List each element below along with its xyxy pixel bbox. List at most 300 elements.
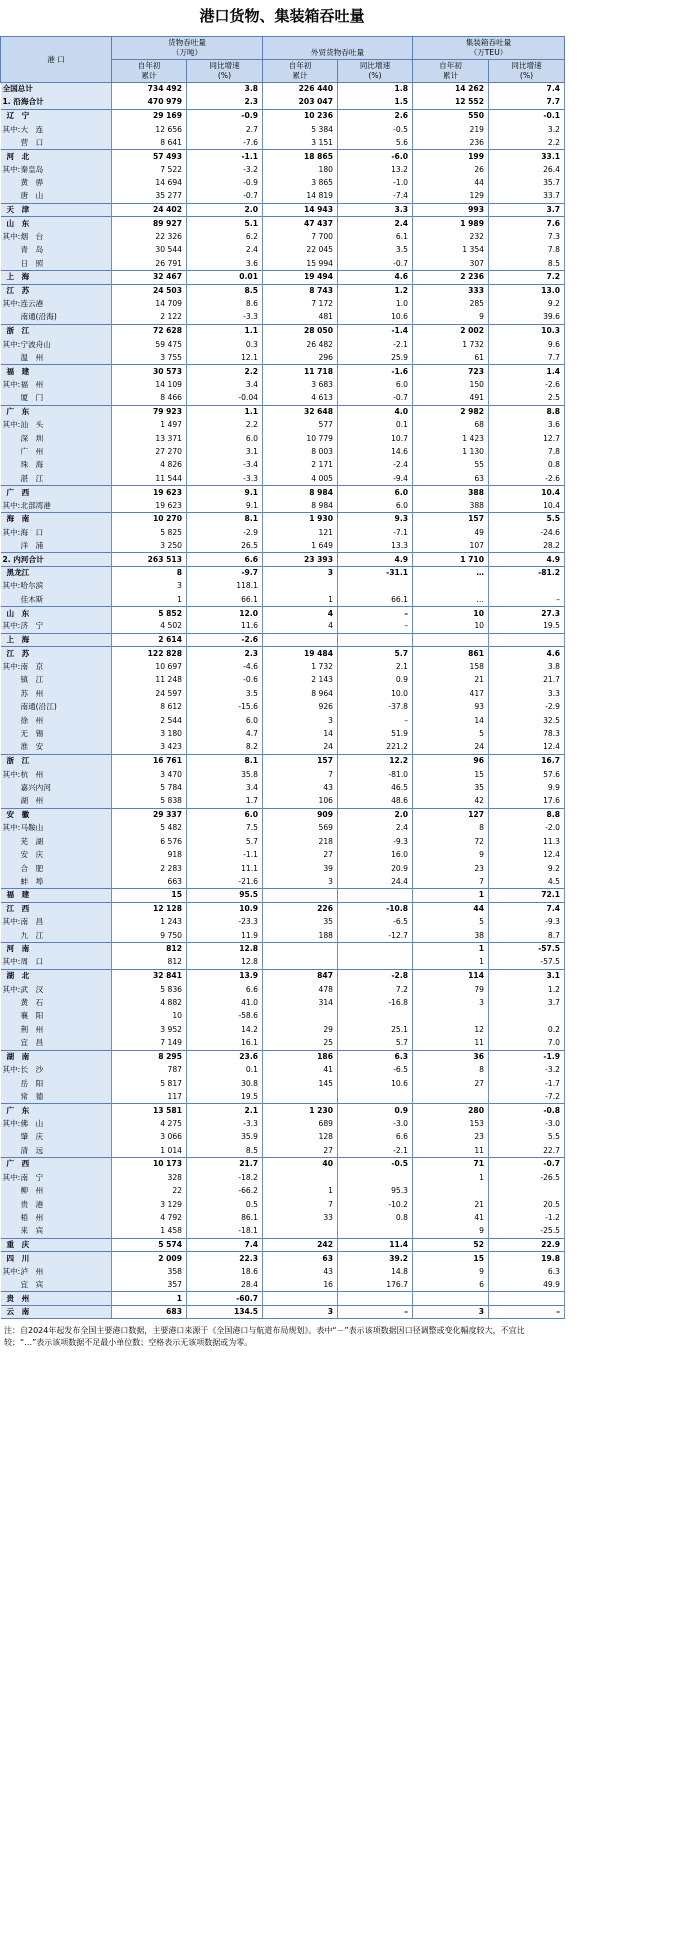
value-cell-a: 4 502 bbox=[112, 620, 187, 633]
value-cell-e: 107 bbox=[413, 539, 489, 552]
value-cell-a: 2 122 bbox=[112, 311, 187, 324]
port-name-cell bbox=[1, 177, 112, 190]
value-cell-d: – bbox=[338, 1305, 413, 1318]
subgroup-prefix: 其中: bbox=[2, 984, 21, 994]
value-cell-d: 6.3 bbox=[338, 1050, 413, 1063]
port-name-cell bbox=[1, 1265, 112, 1278]
port-name-cell bbox=[1, 526, 112, 539]
value-cell-b: 3.6 bbox=[187, 257, 263, 270]
value-cell-c: 27 bbox=[263, 848, 338, 861]
table-row bbox=[1, 298, 565, 311]
value-cell-a: 9 750 bbox=[112, 929, 187, 942]
value-cell-c: 3 865 bbox=[263, 177, 338, 190]
value-cell-d bbox=[338, 943, 413, 956]
table-row bbox=[1, 1305, 565, 1318]
value-cell-e: 491 bbox=[413, 392, 489, 405]
table-row bbox=[1, 1077, 565, 1090]
value-cell-e: 1 bbox=[413, 1171, 489, 1184]
value-cell-a: 1 243 bbox=[112, 916, 187, 929]
value-cell-f: -26.5 bbox=[489, 1171, 565, 1184]
value-cell-c bbox=[263, 1171, 338, 1184]
value-cell-d: -10.2 bbox=[338, 1198, 413, 1211]
value-cell-d: -81.0 bbox=[338, 768, 413, 781]
subgroup-prefix: 其中: bbox=[2, 420, 21, 430]
value-cell-f: -0.1 bbox=[489, 109, 565, 122]
value-cell-d: 25.9 bbox=[338, 351, 413, 364]
port-name: 佛 山 bbox=[20, 1118, 44, 1128]
value-cell-d: 6.0 bbox=[338, 378, 413, 391]
port-name: 清 远 bbox=[20, 1145, 44, 1155]
port-name-cell bbox=[1, 916, 112, 929]
header-foreign-ytd: 自年初 累计 bbox=[263, 60, 338, 83]
value-cell-b: -60.7 bbox=[187, 1292, 263, 1305]
value-cell-c bbox=[263, 1225, 338, 1238]
value-cell-e: 44 bbox=[413, 902, 489, 915]
port-name-cell bbox=[1, 714, 112, 727]
value-cell-e: 11 bbox=[413, 1037, 489, 1050]
table-row bbox=[1, 177, 565, 190]
value-cell-b: 8.1 bbox=[187, 513, 263, 526]
value-cell-a: 12 656 bbox=[112, 123, 187, 136]
value-cell-d: -6.5 bbox=[338, 1063, 413, 1076]
value-cell-f: 28.2 bbox=[489, 539, 565, 552]
value-cell-e: 63 bbox=[413, 472, 489, 485]
table-row bbox=[1, 1265, 565, 1278]
value-cell-a: 358 bbox=[112, 1265, 187, 1278]
value-cell-f: -57.5 bbox=[489, 943, 565, 956]
port-name-cell: 江 苏 bbox=[1, 284, 112, 297]
value-cell-e: 14 bbox=[413, 714, 489, 727]
value-cell-a: 5 838 bbox=[112, 795, 187, 808]
value-cell-f bbox=[489, 633, 565, 646]
value-cell-b: -9.7 bbox=[187, 566, 263, 579]
table-row bbox=[1, 203, 565, 216]
value-cell-d: 10.7 bbox=[338, 432, 413, 445]
value-cell-f bbox=[489, 1292, 565, 1305]
value-cell-f: 22.9 bbox=[489, 1238, 565, 1251]
table-row bbox=[1, 311, 565, 324]
subgroup-prefix: 其中: bbox=[2, 957, 21, 967]
value-cell-a: 4 275 bbox=[112, 1117, 187, 1130]
value-cell-b: -18.2 bbox=[187, 1171, 263, 1184]
table-row bbox=[1, 1050, 565, 1063]
value-cell-b: 1.1 bbox=[187, 324, 263, 337]
value-cell-d: 9.3 bbox=[338, 513, 413, 526]
value-cell-a: 35 277 bbox=[112, 190, 187, 203]
value-cell-b: 21.7 bbox=[187, 1158, 263, 1171]
table-row bbox=[1, 1117, 565, 1130]
value-cell-a: 13 581 bbox=[112, 1104, 187, 1117]
port-name-cell bbox=[1, 257, 112, 270]
table-row bbox=[1, 123, 565, 136]
value-cell-d: -0.5 bbox=[338, 1158, 413, 1171]
port-name: 湖 州 bbox=[20, 796, 44, 806]
value-cell-f: 0.2 bbox=[489, 1023, 565, 1036]
value-cell-d: -10.8 bbox=[338, 902, 413, 915]
port-name-cell bbox=[1, 459, 112, 472]
value-cell-d bbox=[338, 1010, 413, 1023]
port-name: 来 宾 bbox=[20, 1226, 44, 1236]
value-cell-c: 8 984 bbox=[263, 486, 338, 499]
value-cell-a: 663 bbox=[112, 875, 187, 888]
port-name: 烟 台 bbox=[20, 232, 44, 242]
port-name-cell bbox=[1, 996, 112, 1009]
table-row bbox=[1, 1292, 565, 1305]
value-cell-b: -0.9 bbox=[187, 109, 263, 122]
port-name: 镇 江 bbox=[20, 675, 44, 685]
port-name-cell bbox=[1, 499, 112, 512]
table-row bbox=[1, 620, 565, 633]
port-name-cell: 广 西 bbox=[1, 1158, 112, 1171]
value-cell-f: 11.3 bbox=[489, 835, 565, 848]
value-cell-c bbox=[263, 1292, 338, 1305]
value-cell-e: 199 bbox=[413, 150, 489, 163]
value-cell-c: 43 bbox=[263, 1265, 338, 1278]
value-cell-b: 6.0 bbox=[187, 432, 263, 445]
table-row bbox=[1, 1131, 565, 1144]
subgroup-prefix: 其中: bbox=[2, 581, 21, 591]
value-cell-d: 25.1 bbox=[338, 1023, 413, 1036]
value-cell-a: 15 bbox=[112, 889, 187, 902]
port-name-cell bbox=[1, 1225, 112, 1238]
value-cell-e bbox=[413, 1010, 489, 1023]
value-cell-f: 1.4 bbox=[489, 365, 565, 378]
value-cell-e bbox=[413, 1292, 489, 1305]
value-cell-d bbox=[338, 956, 413, 969]
value-cell-b: 3.5 bbox=[187, 687, 263, 700]
value-cell-c: 22 045 bbox=[263, 244, 338, 257]
value-cell-e: 72 bbox=[413, 835, 489, 848]
value-cell-c: 106 bbox=[263, 795, 338, 808]
port-name-cell bbox=[1, 1198, 112, 1211]
port-name: 嘉兴内河 bbox=[20, 782, 51, 792]
value-cell-b: 16.1 bbox=[187, 1037, 263, 1050]
value-cell-b: 11.6 bbox=[187, 620, 263, 633]
value-cell-d: 66.1 bbox=[338, 593, 413, 606]
header-container-ytd: 自年初 累计 bbox=[413, 60, 489, 83]
table-row bbox=[1, 1225, 565, 1238]
table-row bbox=[1, 271, 565, 284]
value-cell-f: 7.2 bbox=[489, 271, 565, 284]
table-row bbox=[1, 808, 565, 821]
value-cell-e: 153 bbox=[413, 1117, 489, 1130]
value-cell-d bbox=[338, 1171, 413, 1184]
value-cell-f: 26.4 bbox=[489, 163, 565, 176]
value-cell-e: 93 bbox=[413, 701, 489, 714]
value-cell-d: -1.6 bbox=[338, 365, 413, 378]
table-row bbox=[1, 1023, 565, 1036]
port-name: 唐 山 bbox=[20, 191, 44, 201]
port-name: 温 州 bbox=[20, 352, 44, 362]
value-cell-e: … bbox=[413, 593, 489, 606]
value-cell-a: 24 503 bbox=[112, 284, 187, 297]
header-port: 港 口 bbox=[1, 37, 112, 83]
table-row bbox=[1, 701, 565, 714]
port-name-cell bbox=[1, 298, 112, 311]
table-row bbox=[1, 889, 565, 902]
table-row bbox=[1, 486, 565, 499]
port-name: 佳木斯 bbox=[20, 594, 44, 604]
value-cell-c: 7 700 bbox=[263, 230, 338, 243]
value-cell-e: 285 bbox=[413, 298, 489, 311]
value-cell-b: 2.7 bbox=[187, 123, 263, 136]
value-cell-f: 7.8 bbox=[489, 244, 565, 257]
value-cell-b: -2.9 bbox=[187, 526, 263, 539]
subgroup-prefix: 其中: bbox=[2, 500, 21, 510]
header-container: 集装箱吞吐量 （万TEU） bbox=[413, 37, 565, 60]
port-name-cell bbox=[1, 1090, 112, 1103]
value-cell-d bbox=[338, 1090, 413, 1103]
value-cell-b: 3.8 bbox=[187, 83, 263, 96]
value-cell-a: 357 bbox=[112, 1278, 187, 1291]
value-cell-a: 4 826 bbox=[112, 459, 187, 472]
value-cell-a: 3 180 bbox=[112, 728, 187, 741]
value-cell-e: 49 bbox=[413, 526, 489, 539]
header-container-yoy: 同比增速 (%) bbox=[489, 60, 565, 83]
table-row bbox=[1, 338, 565, 351]
value-cell-b: -0.04 bbox=[187, 392, 263, 405]
value-cell-f: – bbox=[489, 593, 565, 606]
value-cell-e: 7 bbox=[413, 875, 489, 888]
port-name-cell bbox=[1, 741, 112, 754]
table-row bbox=[1, 835, 565, 848]
table-row bbox=[1, 244, 565, 257]
port-name: 珠 海 bbox=[20, 460, 44, 470]
value-cell-f: -2.6 bbox=[489, 378, 565, 391]
value-cell-b: 35.9 bbox=[187, 1131, 263, 1144]
value-cell-b: -18.1 bbox=[187, 1225, 263, 1238]
value-cell-e: 2 002 bbox=[413, 324, 489, 337]
value-cell-d: 176.7 bbox=[338, 1278, 413, 1291]
table-row bbox=[1, 566, 565, 579]
value-cell-e: 1 423 bbox=[413, 432, 489, 445]
value-cell-f: 7.3 bbox=[489, 230, 565, 243]
table-body bbox=[1, 83, 565, 1319]
table-row bbox=[1, 1010, 565, 1023]
port-name-cell bbox=[1, 620, 112, 633]
value-cell-e: 550 bbox=[413, 109, 489, 122]
value-cell-e: 38 bbox=[413, 929, 489, 942]
port-name-cell bbox=[1, 848, 112, 861]
value-cell-b: 95.5 bbox=[187, 889, 263, 902]
table-row bbox=[1, 647, 565, 660]
value-cell-d: 4.0 bbox=[338, 405, 413, 418]
port-name-cell: 2. 内河合计 bbox=[1, 553, 112, 566]
port-name: 柳 州 bbox=[20, 1186, 44, 1196]
value-cell-f: 2.2 bbox=[489, 136, 565, 149]
value-cell-d: 13.3 bbox=[338, 539, 413, 552]
value-cell-f: -24.6 bbox=[489, 526, 565, 539]
table-row bbox=[1, 862, 565, 875]
port-name-cell: 广 东 bbox=[1, 405, 112, 418]
value-cell-b: 12.8 bbox=[187, 943, 263, 956]
value-cell-b: -3.3 bbox=[187, 311, 263, 324]
port-name-cell bbox=[1, 1077, 112, 1090]
value-cell-b: 2.1 bbox=[187, 1104, 263, 1117]
value-cell-d: 6.6 bbox=[338, 1131, 413, 1144]
value-cell-f: 3.1 bbox=[489, 969, 565, 982]
table-row bbox=[1, 539, 565, 552]
value-cell-f: 7.7 bbox=[489, 351, 565, 364]
value-cell-b: -58.6 bbox=[187, 1010, 263, 1023]
value-cell-d: 10.0 bbox=[338, 687, 413, 700]
table-row bbox=[1, 83, 565, 96]
value-cell-f: -3.0 bbox=[489, 1117, 565, 1130]
value-cell-c: 14 819 bbox=[263, 190, 338, 203]
value-cell-c bbox=[263, 1010, 338, 1023]
value-cell-f: 3.2 bbox=[489, 123, 565, 136]
port-name: 泸 州 bbox=[20, 1266, 44, 1276]
value-cell-a: 1 bbox=[112, 1292, 187, 1305]
value-cell-b: 86.1 bbox=[187, 1211, 263, 1224]
port-name: 南通(沿海) bbox=[20, 312, 57, 322]
value-cell-a: 812 bbox=[112, 956, 187, 969]
value-cell-b: -0.6 bbox=[187, 674, 263, 687]
value-cell-a: 7 149 bbox=[112, 1037, 187, 1050]
port-name: 黄 骅 bbox=[20, 178, 44, 188]
value-cell-d: 6.0 bbox=[338, 499, 413, 512]
value-cell-a: 32 841 bbox=[112, 969, 187, 982]
value-cell-c: 16 bbox=[263, 1278, 338, 1291]
value-cell-c: 23 393 bbox=[263, 553, 338, 566]
port-name: 蚌 埠 bbox=[20, 876, 44, 886]
value-cell-b: 3.1 bbox=[187, 445, 263, 458]
value-cell-e: 232 bbox=[413, 230, 489, 243]
value-cell-f: -81.2 bbox=[489, 566, 565, 579]
value-cell-a: 7 522 bbox=[112, 163, 187, 176]
table-row bbox=[1, 553, 565, 566]
value-cell-e: 9 bbox=[413, 1265, 489, 1278]
value-cell-e: 5 bbox=[413, 916, 489, 929]
value-cell-f: 19.5 bbox=[489, 620, 565, 633]
value-cell-b: 12.8 bbox=[187, 956, 263, 969]
value-cell-f: 12.4 bbox=[489, 848, 565, 861]
value-cell-f: 7.8 bbox=[489, 445, 565, 458]
value-cell-a: 5 574 bbox=[112, 1238, 187, 1251]
value-cell-a: 1 bbox=[112, 593, 187, 606]
value-cell-b: 30.8 bbox=[187, 1077, 263, 1090]
value-cell-c: 33 bbox=[263, 1211, 338, 1224]
table-row bbox=[1, 754, 565, 767]
value-cell-b: 23.6 bbox=[187, 1050, 263, 1063]
port-name: 肇 庆 bbox=[20, 1132, 44, 1142]
value-cell-e: 129 bbox=[413, 190, 489, 203]
value-cell-c: 10 236 bbox=[263, 109, 338, 122]
value-cell-a: 57 493 bbox=[112, 150, 187, 163]
value-cell-a: 5 482 bbox=[112, 822, 187, 835]
value-cell-d: -2.1 bbox=[338, 338, 413, 351]
port-name-cell: 天 津 bbox=[1, 203, 112, 216]
value-cell-b: 8.5 bbox=[187, 1144, 263, 1157]
port-name-cell: 安 徽 bbox=[1, 808, 112, 821]
port-name-cell bbox=[1, 539, 112, 552]
value-cell-e bbox=[413, 1184, 489, 1197]
value-cell-f: 21.7 bbox=[489, 674, 565, 687]
value-cell-d: 24.4 bbox=[338, 875, 413, 888]
port-name-cell bbox=[1, 190, 112, 203]
value-cell-c: 1 bbox=[263, 593, 338, 606]
table-row bbox=[1, 674, 565, 687]
value-cell-f: -0.8 bbox=[489, 1104, 565, 1117]
table-row bbox=[1, 190, 565, 203]
port-name-cell: 福 建 bbox=[1, 889, 112, 902]
value-cell-a: 89 927 bbox=[112, 217, 187, 230]
value-cell-c: 4 613 bbox=[263, 392, 338, 405]
value-cell-b: 9.1 bbox=[187, 499, 263, 512]
port-name-cell bbox=[1, 378, 112, 391]
value-cell-c: 3 bbox=[263, 1305, 338, 1318]
value-cell-d: -1.0 bbox=[338, 177, 413, 190]
value-cell-a: 5 852 bbox=[112, 607, 187, 620]
value-cell-d: 1.8 bbox=[338, 83, 413, 96]
port-name-cell bbox=[1, 244, 112, 257]
table-row bbox=[1, 1252, 565, 1265]
value-cell-a: 3 bbox=[112, 580, 187, 593]
value-cell-a: 5 825 bbox=[112, 526, 187, 539]
port-name: 营 口 bbox=[20, 137, 44, 147]
value-cell-d: 14.6 bbox=[338, 445, 413, 458]
table-row bbox=[1, 1158, 565, 1171]
port-name-cell bbox=[1, 1184, 112, 1197]
value-cell-c: 2 171 bbox=[263, 459, 338, 472]
value-cell-e: 12 552 bbox=[413, 96, 489, 109]
value-cell-f: 19.8 bbox=[489, 1252, 565, 1265]
table-row bbox=[1, 257, 565, 270]
value-cell-b: -2.6 bbox=[187, 633, 263, 646]
value-cell-b: 2.2 bbox=[187, 418, 263, 431]
value-cell-a: 3 250 bbox=[112, 539, 187, 552]
port-name-cell: 福 建 bbox=[1, 365, 112, 378]
value-cell-c: 19 484 bbox=[263, 647, 338, 660]
value-cell-f: 3.7 bbox=[489, 996, 565, 1009]
port-name-cell bbox=[1, 432, 112, 445]
port-name-cell: 海 南 bbox=[1, 513, 112, 526]
value-cell-e: 41 bbox=[413, 1211, 489, 1224]
value-cell-d: -37.8 bbox=[338, 701, 413, 714]
table-row bbox=[1, 1211, 565, 1224]
table-row bbox=[1, 822, 565, 835]
value-cell-a: 10 173 bbox=[112, 1158, 187, 1171]
table-row bbox=[1, 1144, 565, 1157]
value-cell-b: 8.2 bbox=[187, 741, 263, 754]
value-cell-f: 32.5 bbox=[489, 714, 565, 727]
value-cell-b: 5.1 bbox=[187, 217, 263, 230]
value-cell-d bbox=[338, 889, 413, 902]
value-cell-f: 39.6 bbox=[489, 311, 565, 324]
value-cell-a: 11 248 bbox=[112, 674, 187, 687]
value-cell-a: 5 784 bbox=[112, 781, 187, 794]
value-cell-e: 158 bbox=[413, 660, 489, 673]
value-cell-a: 5 836 bbox=[112, 983, 187, 996]
value-cell-f: 10.3 bbox=[489, 324, 565, 337]
value-cell-b: 35.8 bbox=[187, 768, 263, 781]
value-cell-b: -21.6 bbox=[187, 875, 263, 888]
value-cell-f: 8.5 bbox=[489, 257, 565, 270]
port-name: 九 江 bbox=[20, 930, 44, 940]
value-cell-b: 9.1 bbox=[187, 486, 263, 499]
port-name: 哈尔滨 bbox=[20, 581, 44, 591]
value-cell-b: -66.2 bbox=[187, 1184, 263, 1197]
value-cell-c: 14 943 bbox=[263, 203, 338, 216]
value-cell-a: 328 bbox=[112, 1171, 187, 1184]
value-cell-d: – bbox=[338, 620, 413, 633]
table-row bbox=[1, 848, 565, 861]
value-cell-d: 1.5 bbox=[338, 96, 413, 109]
value-cell-f: 2.5 bbox=[489, 392, 565, 405]
value-cell-e: 861 bbox=[413, 647, 489, 660]
value-cell-a: 12 128 bbox=[112, 902, 187, 915]
port-name-cell bbox=[1, 230, 112, 243]
